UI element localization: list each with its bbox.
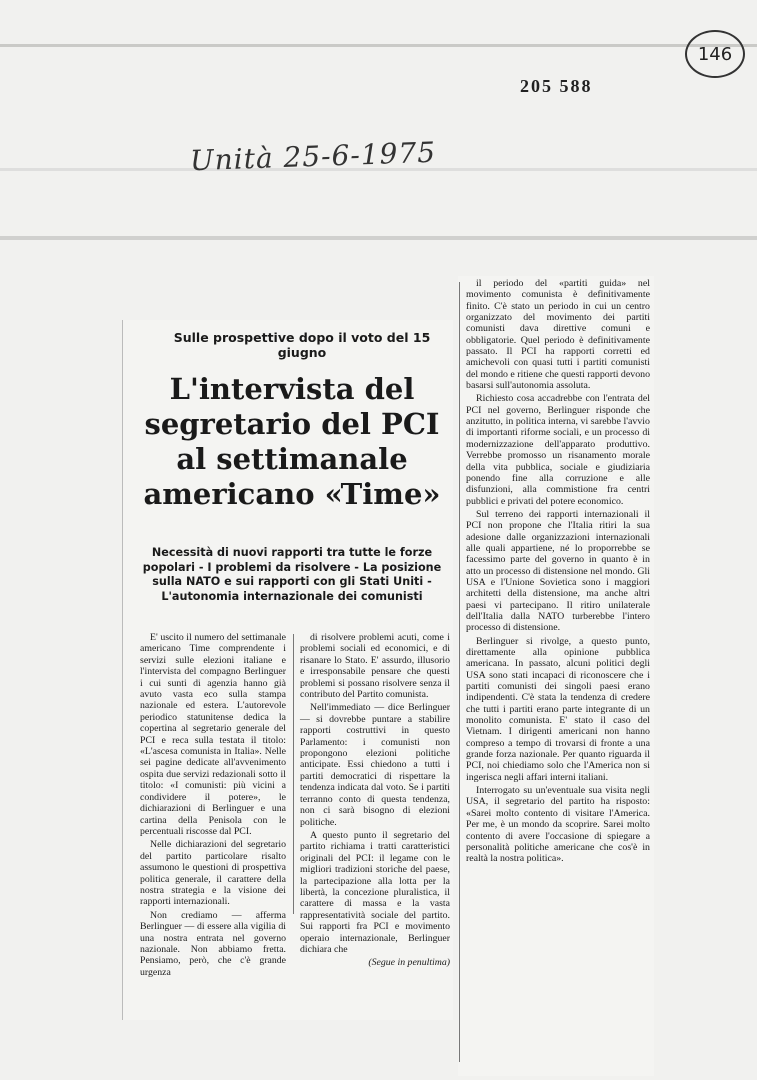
paragraph: Nelle dichiarazioni del segretario del partito particolare risalto assumono le questioni di prospettiva politica generale, il carattere della nostra strategia e la visione dei rapporti internazionali. [140, 839, 286, 908]
column-rule [459, 282, 460, 1062]
paragraph: E' uscito il numero del settimanale americano Time comprendente i servizi sulle elezioni italiane e l'intervista del compagno Berlinguer i cui sunti di agenzia hanno già avuto vasta eco sulla stampa nazionale ed estera. L'autorevole periodico statunitense dedica la copertina al segretario generale del PCI e reca sulla testata il titolo: «L'ascesa comunista in Italia». Nelle sei pagine dedicate all'avvenimento ospita due servizi redazionali sotto il titolo: «I comunisti: più vicini a condividere il potere», le dichiarazioni di Berlinguer e una cartina della Penisola con le percentuali riscosse dal PCI. [140, 632, 286, 837]
paragraph: Non crediamo — afferma Berlinguer — di essere alla vigilia di una nostra entrata nel governo nazionale. Non abbiamo fretta. Pensiamo, però, che c'è grande urgenza [140, 909, 286, 978]
paragraph: Nell'immediato — dice Berlinguer — si dovrebbe puntare a stabilire rapporti costruttivi in questo Parlamento: i comunisti non propongono elezioni politiche anticipate. Essi chiedono a tutti i partiti democratici di rispettare la tendenza indicata dal voto. Se i partiti terranno conto di questa tendenza, non ci sarà bisogno di elezioni politiche. [300, 702, 450, 828]
paragraph: Richiesto cosa accadrebbe con l'entrata del PCI nel governo, Berlinguer risponde che anzitutto, in politica interna, vi sarebbe l'avvio di importanti riforme sociali, e un processo di modernizzazione dell'apparato produttivo. Verrebbe promosso un risanamento morale della vita pubblica, sociale e giudiziaria ponendo fine alla corruzione e alle disfunzioni, alla commistione fra centri pubblici e privati del potere economico. [466, 393, 650, 507]
paragraph: Interrogato su un'eventuale sua visita negli USA, il segretario del partito ha risposto: «Sarei molto contento di visitare l'America. Per me, è un mondo da scoprire. Sarei molto contento di avere l'occasione di spiegare a personalità politiche americane che cos'è in realtà la nostra politica». [466, 785, 650, 865]
article-column-2 [300, 632, 450, 971]
article-kicker: Sulle prospettive dopo il voto del 15 giugno [173, 330, 431, 360]
archive-stamp: 146 [685, 30, 745, 78]
article-subhead: Necessità di nuovi rapporti tra tutte le forze popolari - I problemi da risolvere - La posizione sulla NATO e sui rapporti con gli Stati Uniti - L'autonomia internazionale dei comunisti [142, 546, 442, 603]
article-column-1 [140, 632, 286, 980]
paragraph: Berlinguer si rivolge, a questo punto, direttamente alla opinione pubblica americana. In passato, alcuni politici degli USA sono stati incapaci di riconoscere che i partiti comunisti dei singoli paesi erano indipendenti. C'è stata la tendenza di credere che tutti i partiti erano parte integrante di un monolito comunista. E' stato il caso del Vietnam. I dirigenti americani non hanno compreso a tempo di trovarsi di fronte a una grande forza nazionale. Per quanto riguarda il PCI, noi chiediamo solo che l'America non si ingerisca negli affari interni italiani. [466, 635, 650, 783]
paragraph: A questo punto il segretario del partito richiama i tratti caratteristici originali del PCI: il legame con le migliori tradizioni storiche del paese, la partecipazione alla lotta per la libertà, la concezione pluralistica, il carattere di massa e la vasta rappresentatività sociale del partito. Sui rapporti fra PCI e movimento operaio internazionale, Berlinguer dichiara che [300, 829, 450, 955]
scan-artifact [0, 44, 757, 47]
paragraph: il periodo del «partiti guida» nel movimento comunista è definitivamente finito. C'è stato un periodo in cui un centro organizzato del movimento dei partiti comunisti dava direttive comuni e obbligatorie. Quel periodo è definitivamente passato. Il PCI ha rapporti corretti ed amichevoli con quasi tutti i partiti comunisti del mondo e ritiene che questi rapporti devono basarsi sull'autonomia assoluta. [466, 278, 651, 392]
column-rule [293, 634, 294, 914]
handwritten-source-date: Unità 25-6-1975 [189, 135, 437, 178]
paragraph: Sul terreno dei rapporti internazionali il PCI non propone che l'Italia ritiri la sua adesione dalle organizzazioni internazionali alle quali appartiene, né lo proporrebbe se facessimo parte del governo in quanto è in atto un processo di distensione nel mondo. Gli USA e l'Unione Sovietica sono i maggiori architetti della distensione, ma anche altri paesi vi partecipano. Il ritiro unilaterale dell'Italia dalla NATO turberebbe l'intero processo di distensione. [466, 508, 650, 634]
document-number: 205 588 [520, 76, 593, 96]
scan-artifact [0, 236, 757, 240]
article-headline: L'intervista del segretario del PCI al settimanale americano «Time» [143, 372, 441, 511]
continuation-note: (Segue in penultima) [368, 957, 450, 969]
paragraph: di risolvere problemi acuti, come i problemi sociali ed economici, e di risanare lo Stato. E' assurdo, illusorio e irresponsabile pensare che questi problemi si possano risolvere senza il contributo del Partito comunista. [300, 632, 450, 701]
article-column-3 [466, 278, 650, 867]
